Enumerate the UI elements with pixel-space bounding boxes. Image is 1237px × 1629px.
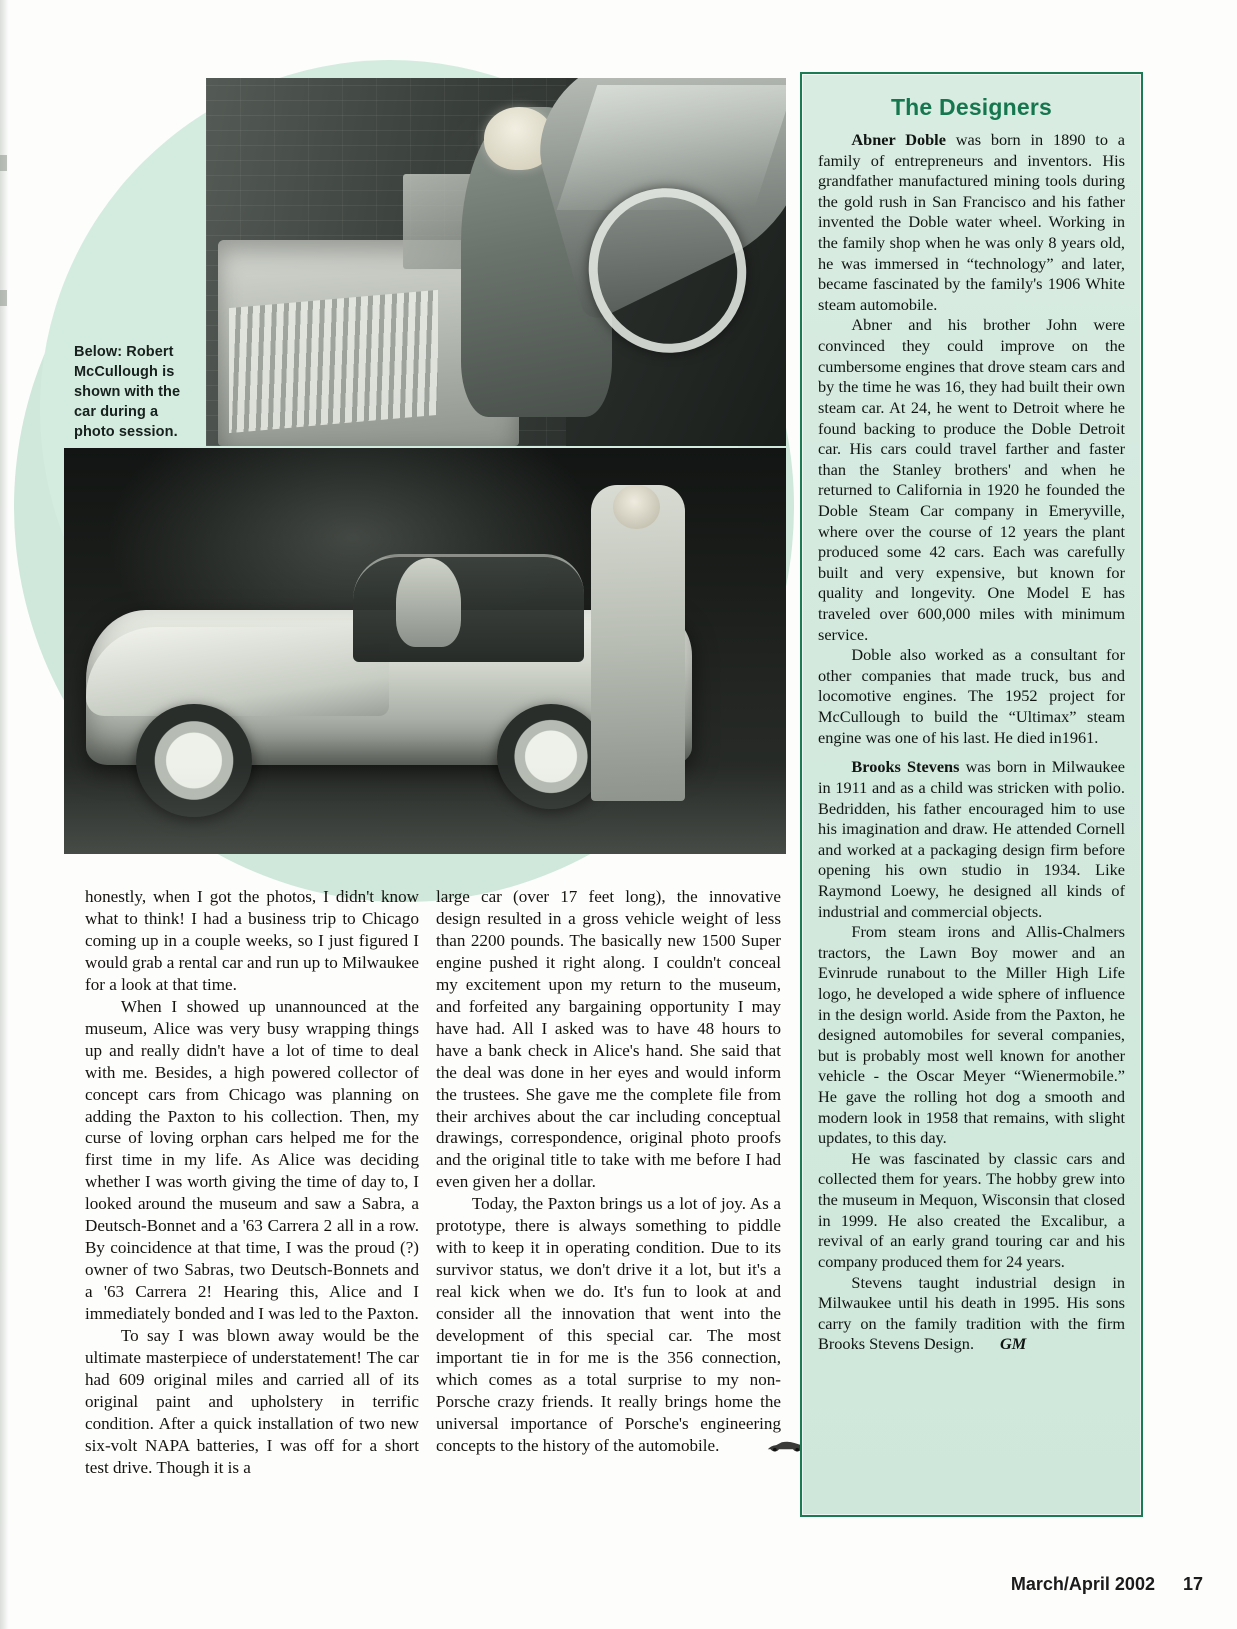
sidebar-title: The Designers xyxy=(890,94,1053,120)
paragraph xyxy=(436,1193,781,1456)
floor-reflection xyxy=(64,765,786,854)
sidebar-lead: Abner Doble xyxy=(851,130,946,149)
sidebar-body xyxy=(818,130,1125,1355)
passenger-figure xyxy=(396,558,461,647)
paragraph-text: Today, the Paxton brings us a lot of joy. As a prototype, there is always something to piddle with to keep it in operating condition. Due to its survivor status, we don't drive it a lot, but it's a real kick when we do. It's fun to look at and consider all the innovation that went into the development of this special car. The most important tie in for me is the 356 connection, which comes as a total surprise to my non-Porsche crazy friends. It really brings home the universal importance of Porsche's engineering concepts to the history of the automobile. xyxy=(436,1194,781,1455)
photo-paxton-with-mccullough xyxy=(64,448,786,854)
article-column-left xyxy=(85,886,419,1479)
sidebar-text: was born in Milwaukee in 1911 and as a child was stricken with polio. Bedridden, his father encouraged him to use his imagination and draw. He attended Cornell and worked at a packaging design firm before opening his own studio in 1934. Like Raymond Loewy, he designed all kinds of industrial and commercial objects. xyxy=(818,757,1125,921)
article-column-right xyxy=(436,886,781,1457)
page-number: 17 xyxy=(1182,1574,1203,1594)
photo-caption: Below: Robert McCullough is shown with the car during a photo session. xyxy=(74,344,181,440)
car-silhouette-icon xyxy=(729,1437,771,1450)
sidebar-paragraph: Doble also worked as a consultant for other companies that made truck, bus and locomotive engines. The 1952 project for McCullough to build the “Ultimax” steam engine was one of his last. He died in1961. xyxy=(818,645,1125,747)
sidebar-paragraph xyxy=(818,1273,1125,1355)
man-head xyxy=(613,485,660,530)
paragraph: honestly, when I got the photos, I didn't know what to think! I had a business trip to Chicago coming up in a couple weeks, so I just figured I would grab a rental car and run up to Milwaukee for a look at that time. xyxy=(85,887,419,994)
gm-endmark: GM xyxy=(1000,1334,1027,1354)
seat-ribbing xyxy=(229,290,438,433)
sidebar-paragraph: He was fascinated by classic cars and collected them for years. The hobby grew into the museum in Mequon, Wisconsin that closed in 1999. He also created the Excalibur, a revival of an early grand touring car and his company produced them for 24 years. xyxy=(818,1148,1125,1271)
sidebar-text: was born in 1890 to a family of entrepreneurs and inventors. His grandfather manufactured mining tools during the gold rush in San Francisco and his father invented the Doble water wheel. Working in the family shop when he was only 8 years old, he was immersed in “technology” and later, became fascinated by the family's 1906 White steam automobile. xyxy=(818,130,1125,314)
issue-date: March/April 2002 xyxy=(1010,1574,1155,1594)
man-figure xyxy=(591,485,685,802)
sidebar-paragraph xyxy=(818,757,1125,922)
sidebar-text: Stevens taught industrial design in Milwaukee until his death in 1995. His sons carry on the family tradition with the firm Brooks Stevens Design. xyxy=(818,1272,1125,1354)
sidebar-lead: Brooks Stevens xyxy=(851,757,960,777)
scan-notch-artifact xyxy=(0,155,7,171)
sidebar-paragraph xyxy=(818,130,1125,315)
scan-notch-artifact xyxy=(0,290,7,306)
paragraph: When I showed up unannounced at the museum, Alice was very busy wrapping things up and really didn't have a lot of time to deal with me. Besides, a high powered collector of concept cars from Chicago was planning on adding the Paxton to his collection. Then, my curse of loving orphan cars helped me for the first time in my life. As Alice was deciding whether I was worth giving the time of day to, I looked around the museum and saw a Sabra, a Deutsch-Bonnet and a '63 Carrera 2 all in a row. By coincidence at that time, I was the proud (?) owner of two Sabras, two Deutsch-Bonnets and a '63 Carrera 2! Hearing this, Alice and I immediately bonded and I was led to the Paxton. xyxy=(85,996,419,1324)
paragraph: large car (over 17 feet long), the innovative design resulted in a gross vehicle weight of less than 2200 pounds. The basically new 1500 Super engine pushed it right along. I couldn't conceal my excitement upon my return to the museum, and forfeited any bargaining opportunity I may have had. All I asked was to have 48 hours to have a bank check in Alice's hand. She said that the deal was done in her eyes and would inform the trustees. She gave me the complete file from their archives about the car including conceptual drawings, correspondence, original photo proofs and the original title to take with me before I had even given her a dollar. xyxy=(436,887,781,1192)
car-hood xyxy=(86,627,389,716)
photo-woman-in-convertible xyxy=(206,78,786,446)
sidebar-paragraph: Abner and his brother John were convinced they could improve on the cumbersome engines that drove steam cars and by the time he was 16, they had built their own steam car. At 24, he went to Detroit where he found backing to produce the Doble Detroit car. His cars could travel farther and faster than the Stanley brothers' and when he returned to California in 1920 he founded the Doble Steam Car company in Emeryville, where over the course of 12 years the plant produced some 42 cars. Each was carefully built and very expensive, but known for quality and longevity. One Model E has traveled over 600,000 miles with minimum service. xyxy=(818,315,1125,644)
sidebar-paragraph: From steam irons and Allis-Chalmers tractors, the Lawn Boy mower and an Evinrude runabout to the Miller High Life logo, he developed a wide sphere of influence in the design world. Aside from the Paxton, he designed automobiles for several companies, but is probably most well known for another vehicle - the Oscar Meyer “Wienermobile.” He gave the rolling hot dog a smooth and modern look in 1958 that remains, with slight updates, to this day. xyxy=(818,922,1125,1148)
paragraph: To say I was blown away would be the ultimate masterpiece of understatement! The car had 609 original miles and carried all of its original paint and upholstery in terrific condition. After a quick installation of two new six-volt NAPA batteries, I was off for a short test drive. Though it is a xyxy=(85,1326,419,1477)
scan-edge-artifact xyxy=(0,0,9,1629)
page-footer xyxy=(1011,1574,1203,1595)
car-cockpit xyxy=(353,554,584,663)
designers-sidebar xyxy=(800,72,1143,1517)
